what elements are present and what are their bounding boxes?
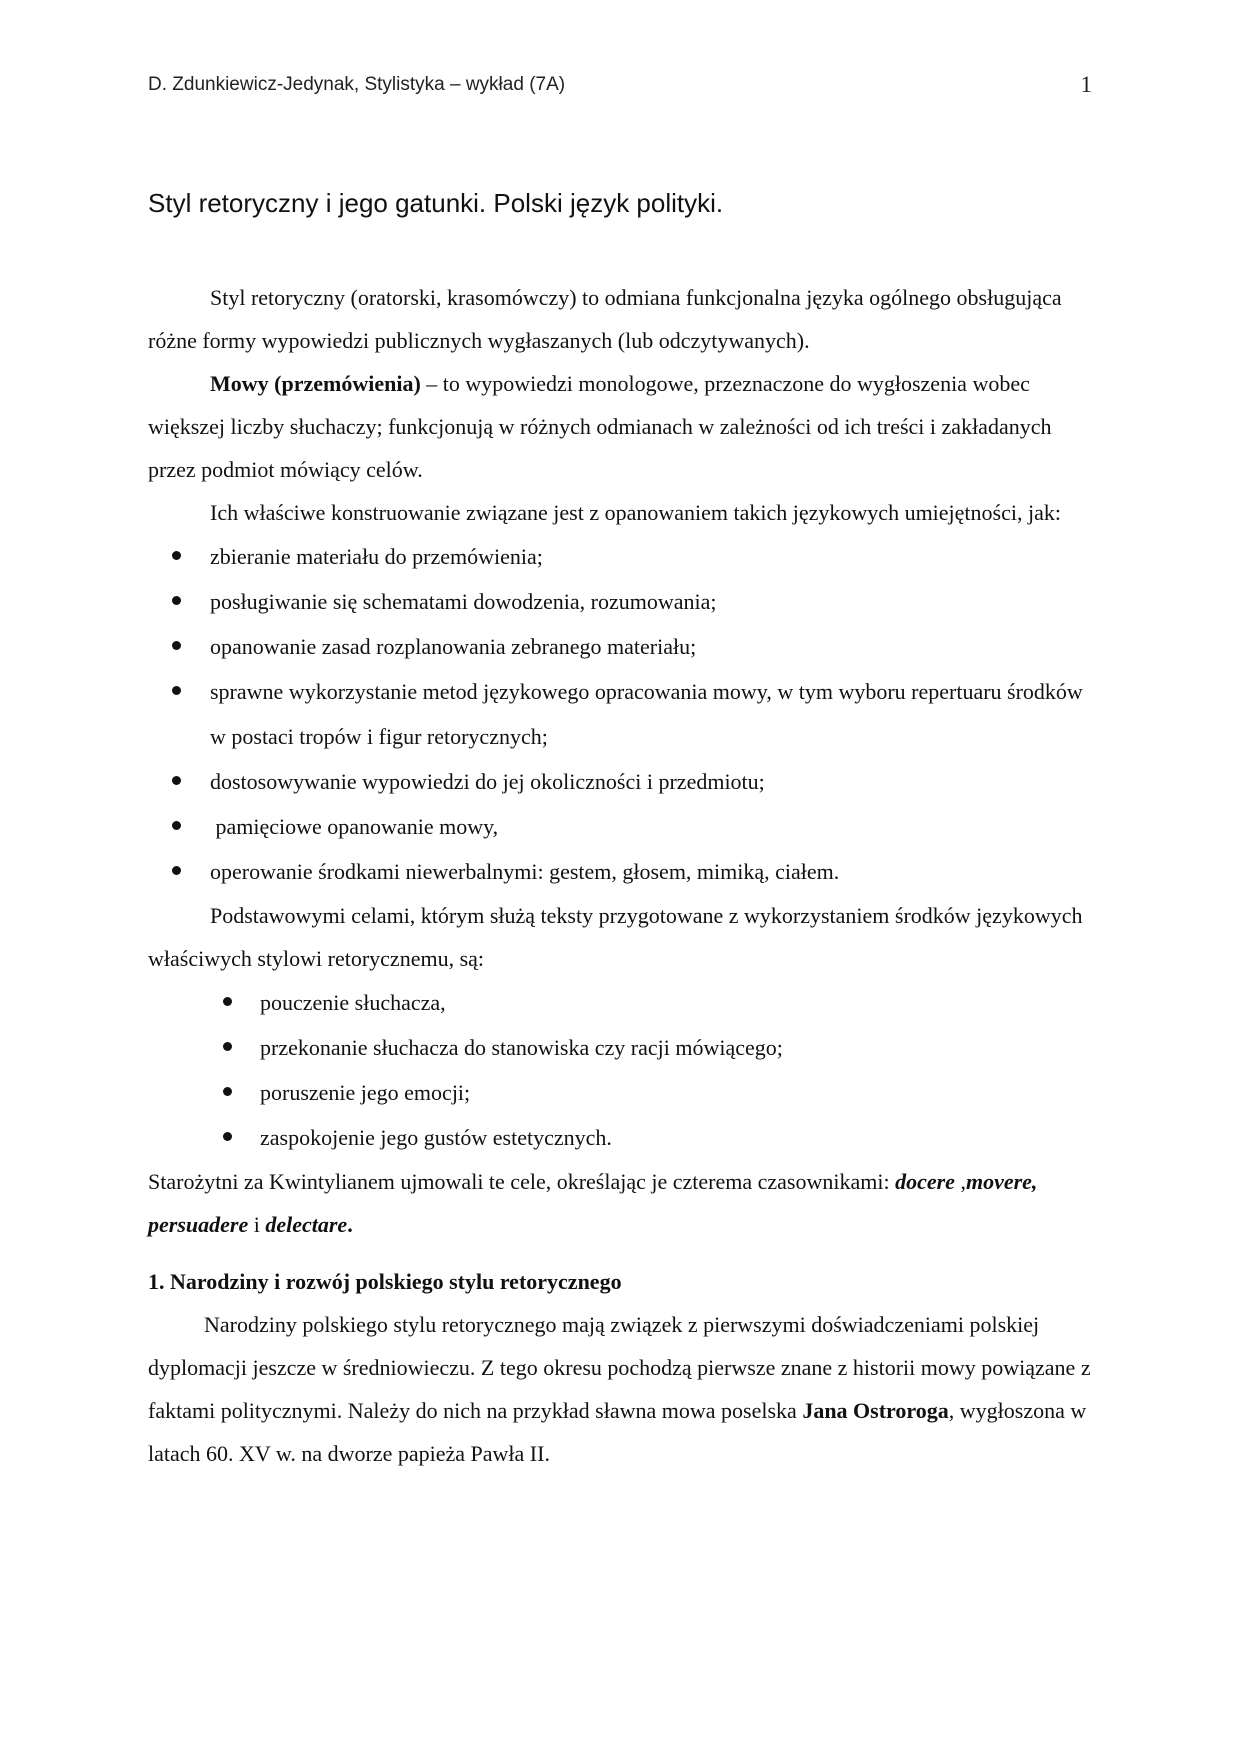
ancients-text: Starożytni za Kwintylianem ujmowali te cele, określając je czterema czasownikami: [148, 1169, 896, 1194]
bullet-icon [223, 997, 232, 1006]
page-number: 1 [1080, 72, 1092, 97]
list-item-text: pamięciowe opanowanie mowy, [210, 814, 499, 839]
skills-list [148, 534, 1092, 894]
goals-intro-paragraph: Podstawowymi celami, którym służą teksty przygotowane z wykorzystaniem środków językowych właściwych stylowi retorycznemu, są: [148, 903, 1083, 971]
term-mowy: Mowy (przemówienia) [210, 371, 421, 396]
bullet-icon [172, 776, 181, 785]
document-title: Styl retoryczny i jego gatunki. Polski język polityki. [148, 188, 724, 218]
bullet-icon [172, 551, 181, 560]
list-item-text: przekonanie słuchacza do stanowiska czy racji mówiącego; [260, 1035, 783, 1060]
goals-list [148, 980, 1092, 1160]
list-item-text: operowanie środkami niewerbalnymi: gestem, głosem, mimiką, ciałem. [210, 859, 840, 884]
list-item-text: pouczenie słuchacza, [260, 990, 446, 1015]
period: . [347, 1212, 353, 1237]
list-item-text: zaspokojenie jego gustów estetycznych. [260, 1125, 612, 1150]
bullet-icon [223, 1042, 232, 1051]
bullet-icon [223, 1132, 232, 1141]
bullet-icon [172, 641, 181, 650]
bullet-icon [172, 821, 181, 830]
separator: , [954, 1169, 966, 1194]
list-item-text: sprawne wykorzystanie metod językowego opracowania mowy, w tym wyboru repertuaru środków w postaci tropów i figur retorycznych; [210, 679, 1083, 749]
section-1-text-end: , wygłoszona w latach 60. XV w. na dworze papieża Pawła II. [148, 1398, 1087, 1466]
list-item [148, 1115, 1092, 1160]
page-header [148, 72, 1092, 112]
verb-delectare: delectare [265, 1212, 348, 1237]
section-1-paragraph [148, 1303, 1092, 1475]
list-item [148, 534, 1092, 579]
separator: i [248, 1212, 266, 1237]
list-item [148, 1025, 1092, 1070]
list-item [148, 849, 1092, 894]
section-heading: 1. Narodziny i rozwój polskiego stylu retorycznego [148, 1269, 622, 1294]
intro-paragraph-2-text: – to wypowiedzi monologowe, przeznaczone do wygłoszenia wobec większej liczby słuchaczy; funkcjonują w różnych odmianach w zależności od ich treści i zakładanych przez podmiot mówiący celów. [148, 371, 1052, 482]
verb-docere: docere [895, 1169, 955, 1194]
intro-paragraph-1: Styl retoryczny (oratorski, krasomówczy) to odmiana funkcjonalna języka ogólnego obsługująca różne formy wypowiedzi publicznych wygłaszanych (lub odczytywanych). [148, 285, 1062, 353]
ancients-paragraph [148, 1160, 1092, 1246]
list-item [148, 624, 1092, 669]
list-item-text: posługiwanie się schematami dowodzenia, rozumowania; [210, 589, 717, 614]
bullet-icon [172, 596, 181, 605]
list-item [148, 1070, 1092, 1115]
bullet-icon [172, 686, 181, 695]
list-item [148, 980, 1092, 1025]
bullet-icon [223, 1087, 232, 1096]
intro-paragraph-3: Ich właściwe konstruowanie związane jest z opanowaniem takich językowych umiejętności, jak: [210, 500, 1061, 525]
list-item [148, 669, 1092, 759]
section-1-text: Narodziny polskiego stylu retorycznego mają związek z pierwszymi doświadczeniami polskiej dyplomacji jeszcze w średniowieczu. Z tego okresu pochodzą pierwsze znane z historii mowy powiązane z faktami politycznymi. Należy do nich na przykład sławna mowa poselska [148, 1312, 1091, 1423]
document-body [148, 276, 1092, 1475]
list-item [148, 804, 1092, 849]
list-item-text: zbieranie materiału do przemówienia; [210, 544, 543, 569]
name-jan-ostrorog: Jana Ostroroga [802, 1398, 949, 1423]
verb-movere-persuadere: movere, persuadere [148, 1169, 1038, 1237]
list-item [148, 579, 1092, 624]
list-item-text: poruszenie jego emocji; [260, 1080, 471, 1105]
list-item-text: opanowanie zasad rozplanowania zebranego materiału; [210, 634, 697, 659]
list-item-text: dostosowywanie wypowiedzi do jej okoliczności i przedmiotu; [210, 769, 765, 794]
intro-paragraph-2 [148, 362, 1092, 491]
running-title: D. Zdunkiewicz-Jedynak, Stylistyka – wykład (7A) [148, 74, 566, 95]
bullet-icon [172, 866, 181, 875]
list-item [148, 759, 1092, 804]
